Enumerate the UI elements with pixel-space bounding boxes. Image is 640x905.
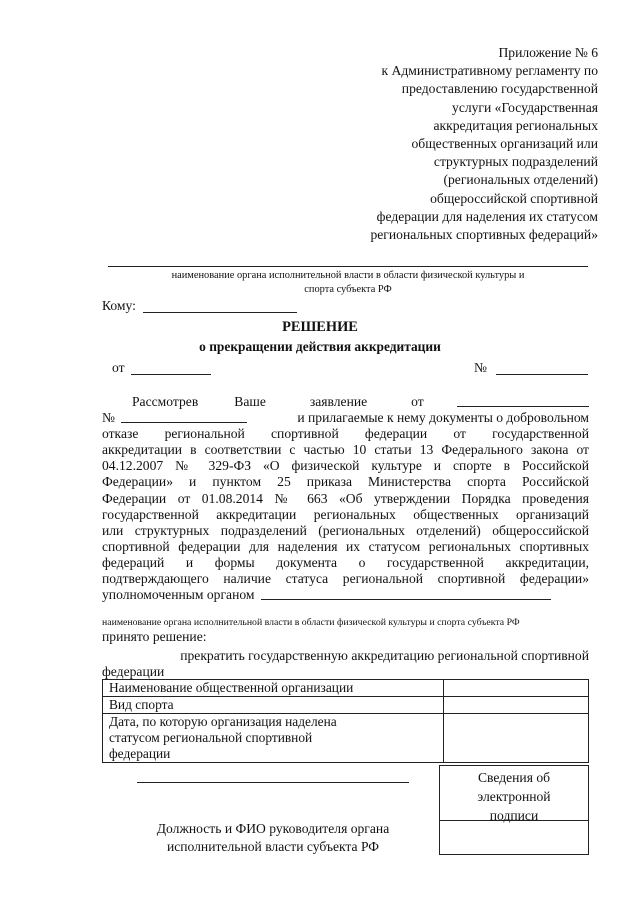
body-word: №	[102, 410, 115, 426]
organ-name-field[interactable]	[108, 266, 588, 267]
body-line-2	[102, 410, 589, 426]
application-date-field[interactable]	[457, 394, 589, 407]
table-cell-label: Наименование общественной организации	[103, 680, 444, 697]
appendix-line: к Административному регламенту по	[381, 63, 598, 79]
body-line-13	[102, 587, 589, 603]
table-row	[103, 714, 589, 763]
number-label: №	[474, 360, 487, 375]
application-number-field[interactable]	[121, 410, 247, 423]
appendix-line: структурных подразделений	[433, 154, 598, 170]
body-line: аккредитации в соответствии с частью 10 статьи 13 Федерального закона от	[102, 442, 589, 458]
appendix-line: аккредитация региональных	[433, 117, 598, 133]
body-line: государственной аккредитации региональных общественных организаций	[102, 506, 589, 522]
decision-text: прекратить государственную аккредитацию региональной спортивной	[180, 648, 589, 663]
body-line: федераций и формы документа о государственной аккредитации,	[102, 554, 589, 570]
body-text: уполномоченным органом	[102, 587, 255, 603]
body-line: 04.12.2007 № 329-ФЗ «О физической культуре и спорте в Российской	[102, 458, 589, 474]
esig-label	[440, 766, 588, 825]
body-line: Федерации» и пунктом 25 приказа Министерства спорта Российской	[102, 474, 589, 490]
table-row	[103, 680, 589, 697]
esig-label-line: электронной	[477, 789, 551, 804]
number-field[interactable]	[496, 374, 588, 375]
electronic-signature-box[interactable]	[439, 765, 589, 855]
table-cell-value[interactable]	[444, 680, 589, 697]
document-subtitle: о прекращении действия аккредитации	[199, 339, 441, 354]
organization-table	[102, 679, 589, 763]
body-word: от	[411, 394, 424, 409]
appendix-line: предоставлению государственной	[401, 81, 598, 97]
body-line: Федерации от 01.08.2014 № 663 «Об утверждении Порядка проведения	[102, 490, 589, 506]
appendix-line: общественных организаций или	[411, 136, 598, 152]
appendix-line: общероссийской спортивной	[430, 190, 598, 206]
decision-body	[102, 394, 589, 603]
appendix-line: федерации для наделения их статусом	[376, 208, 598, 224]
date-field[interactable]	[131, 374, 211, 375]
document-title: РЕШЕНИЕ	[282, 319, 358, 335]
table-cell-label: Дата, по которую организация наделена статусом региональной спортивной федерации	[103, 714, 444, 763]
appendix-line: региональных спортивных федераций»	[370, 227, 598, 243]
table-cell-label: Вид спорта	[103, 697, 444, 714]
body-line: отказе региональной спортивной федерации от государственной	[102, 426, 589, 442]
esig-divider	[440, 820, 588, 821]
authorized-organ-field[interactable]	[261, 587, 551, 600]
appendix-line: услуги «Государственная	[452, 99, 598, 115]
table-cell-value[interactable]	[444, 714, 589, 763]
appendix-line: (региональных отделений)	[443, 172, 598, 188]
appendix-line: Приложение № 6	[498, 45, 598, 60]
organ-caption	[108, 269, 588, 296]
table-cell-value[interactable]	[444, 697, 589, 714]
esig-label-line: Сведения об	[477, 770, 551, 785]
body-word: Рассмотрев	[132, 394, 199, 409]
organ-caption-small: наименование органа исполнительной власти в области физической культуры и спорта субъекта РФ	[102, 617, 520, 628]
appendix-header	[338, 44, 598, 244]
signer-position-line: исполнительной власти субъекта РФ	[166, 839, 380, 854]
body-word: Ваше	[234, 394, 266, 409]
body-line: спортивной федерации для наделения их статусом региональных спортивных	[102, 538, 589, 554]
body-text: и прилагаемые к нему документы о добровольном	[297, 410, 589, 426]
body-word: заявление	[309, 394, 368, 409]
signer-position	[137, 820, 409, 856]
recipient-field[interactable]	[143, 312, 297, 313]
table-row	[103, 697, 589, 714]
signature-line[interactable]	[137, 782, 409, 783]
date-label: от	[112, 360, 125, 375]
decision-label: принято решение:	[102, 629, 207, 644]
organ-caption-line: спорта субъекта РФ	[304, 283, 392, 295]
organ-caption-line: наименование органа исполнительной власти в области физической культуры и	[171, 270, 525, 281]
recipient-label: Кому:	[102, 298, 136, 313]
body-line: или структурных подразделений (региональных отделений) общероссийской	[102, 522, 589, 538]
signer-position-line: Должность и ФИО руководителя органа	[156, 821, 390, 836]
decision-text: федерации	[102, 664, 165, 679]
esig-label-line: подписи	[489, 808, 539, 823]
body-line-1	[102, 394, 589, 410]
body-line: подтверждающего наличие статуса региональной спортивной федерации»	[102, 571, 589, 587]
